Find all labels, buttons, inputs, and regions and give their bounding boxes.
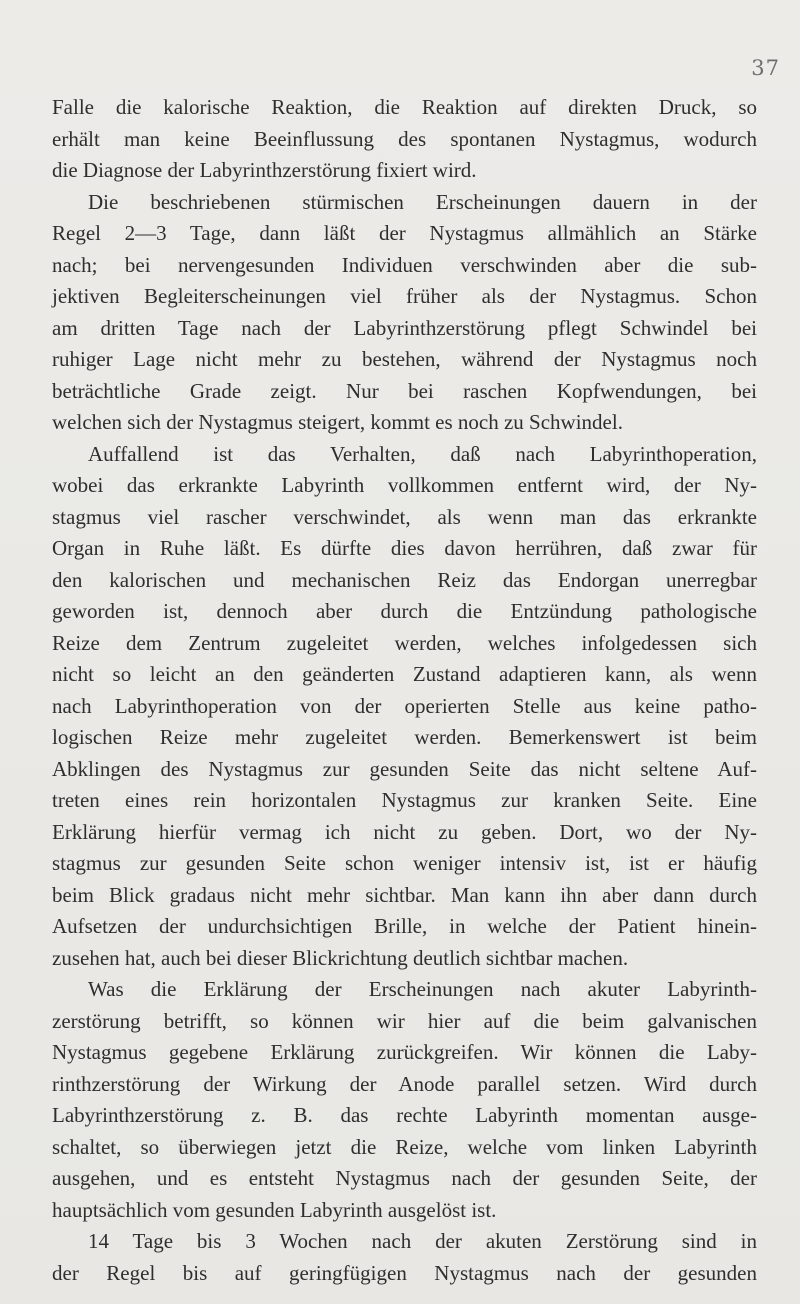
- text-line: der Regel bis auf geringfügigen Nystagmus nach der gesunden: [52, 1260, 757, 1285]
- text-line: Regel 2—3 Tage, dann läßt der Nystagmus allmählich an Stärke: [52, 221, 757, 245]
- text-line: am dritten Tage nach der Labyrinthzerstörung pflegt Schwindel bei: [52, 315, 757, 340]
- text-line: ruhiger Lage nicht mehr zu bestehen, während der Nystagmus noch: [52, 347, 757, 371]
- text-line: stagmus viel rascher verschwindet, als wenn man das erkrankte: [52, 504, 757, 529]
- text-line: welchen sich der Nystagmus steigert, kommt es noch zu Schwindel.: [52, 410, 623, 434]
- text-line: wobei das erkrankte Labyrinth vollkommen entfernt wird, der Ny-: [52, 473, 757, 497]
- text-line: ausgehen, und es entsteht Nystagmus nach der gesunden Seite, der: [52, 1166, 757, 1190]
- text-line: Auffallend ist das Verhalten, daß nach Labyrinthoperation,: [88, 441, 757, 466]
- text-line: Falle die kalorische Reaktion, die Reaktion auf direkten Druck, so: [52, 95, 757, 119]
- text-line: beträchtliche Grade zeigt. Nur bei raschen Kopfwendungen, bei: [52, 378, 757, 403]
- text-line: nach; bei nervengesunden Individuen verschwinden aber die sub-: [52, 252, 757, 277]
- text-line: hauptsächlich vom gesunden Labyrinth ausgelöst ist.: [52, 1197, 497, 1222]
- text-line: Was die Erklärung der Erscheinungen nach akuter Labyrinth-: [88, 977, 757, 1001]
- text-line: nicht so leicht an den geänderten Zustand adaptieren kann, als wenn: [52, 662, 757, 686]
- text-line: zerstörung betrifft, so können wir hier auf die beim galvanischen: [52, 1008, 757, 1033]
- text-line: erhält man keine Beeinflussung des spontanen Nystagmus, wodurch: [52, 126, 757, 151]
- text-line: die Diagnose der Labyrinthzerstörung fixiert wird.: [52, 158, 477, 182]
- text-line: Erklärung hierfür vermag ich nicht zu geben. Dort, wo der Ny-: [52, 819, 757, 844]
- text-line: Organ in Ruhe läßt. Es dürfte dies davon herrühren, daß zwar für: [52, 536, 757, 560]
- text-line: den kalorischen und mechanischen Reiz das Endorgan unerregbar: [52, 567, 757, 592]
- page-number: 37: [751, 56, 780, 80]
- text-line: schaltet, so überwiegen jetzt die Reize, welche vom linken Labyrinth: [52, 1134, 757, 1159]
- text-line: nach Labyrinthoperation von der operierten Stelle aus keine patho-: [52, 693, 757, 718]
- text-line: Nystagmus gegebene Erklärung zurückgreifen. Wir können die Laby-: [52, 1040, 757, 1064]
- text-line: Abklingen des Nystagmus zur gesunden Seite das nicht seltene Auf-: [52, 756, 757, 781]
- text-line: geworden ist, dennoch aber durch die Entzündung pathologische: [52, 599, 757, 623]
- text-line: Die beschriebenen stürmischen Erscheinungen dauern in der: [88, 189, 757, 214]
- body-text: [52, 92, 757, 1289]
- text-line: 14 Tage bis 3 Wochen nach der akuten Zerstörung sind in: [88, 1229, 757, 1253]
- text-line: jektiven Begleiterscheinungen viel früher als der Nystagmus. Schon: [52, 284, 757, 308]
- text-line: Labyrinthzerstörung z. B. das rechte Labyrinth momentan ausge-: [52, 1103, 757, 1127]
- text-line: stagmus zur gesunden Seite schon weniger intensiv ist, ist er häufig: [52, 851, 757, 875]
- text-line: beim Blick gradaus nicht mehr sichtbar. Man kann ihn aber dann durch: [52, 882, 757, 907]
- text-line: zusehen hat, auch bei dieser Blickrichtung deutlich sichtbar machen.: [52, 945, 629, 970]
- text-line: logischen Reize mehr zugeleitet werden. Bemerkenswert ist beim: [52, 725, 757, 749]
- text-line: Reize dem Zentrum zugeleitet werden, welches infolgedessen sich: [52, 630, 757, 655]
- text-line: treten eines rein horizontalen Nystagmus zur kranken Seite. Eine: [52, 788, 757, 812]
- text-line: Aufsetzen der undurchsichtigen Brille, in welche der Patient hinein-: [52, 914, 757, 938]
- text-line: rinthzerstörung der Wirkung der Anode parallel setzen. Wird durch: [52, 1071, 757, 1096]
